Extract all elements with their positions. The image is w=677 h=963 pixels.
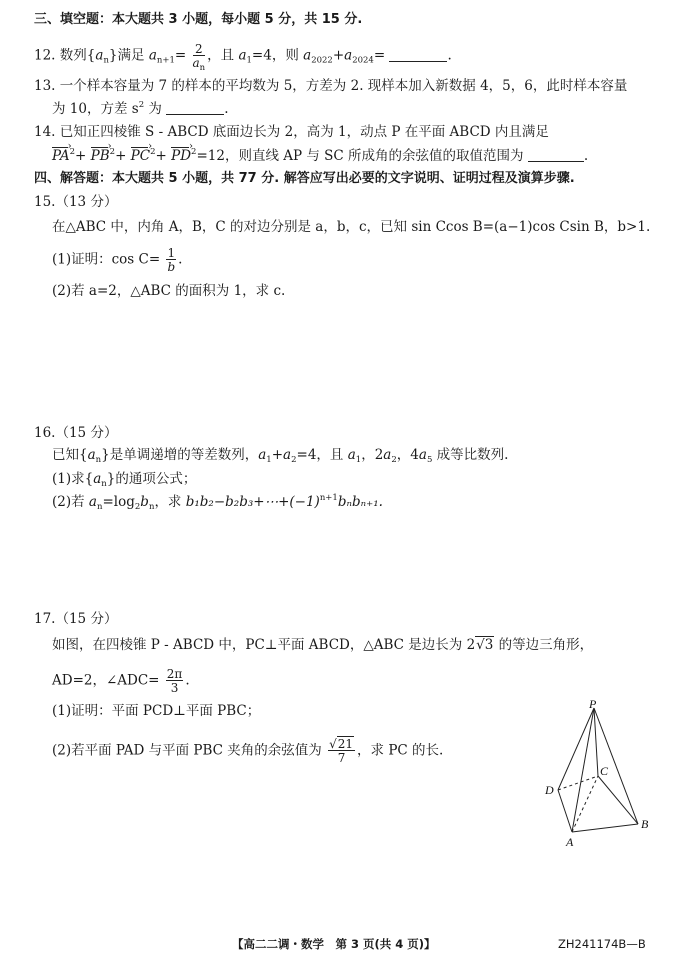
question-16-header: 16.（15 分） — [34, 425, 118, 441]
question-17-stem1: 如图，在四棱锥 P - ABCD 中，PC⊥平面 ABCD，△ABC 是边长为 2√3 的等边三角形， — [52, 637, 594, 653]
question-16-part2: (2)若 $a_n=\log_2b_n$，求 $b_1b_2-b_2b_3+\cdots+(-1)^{n+1}b_nb_{n+1}$. — [52, 493, 383, 512]
section4-heading: 四、解答题：本大题共 5 小题，共 77 分. 解答应写出必要的文字说明、证明过程及演算步骤. — [34, 171, 575, 186]
question-17-part1: (1)证明：平面 PCD⊥平面 PBC； — [52, 703, 261, 719]
question-17-header: 17.（15 分） — [34, 611, 118, 627]
edge-CB — [598, 776, 638, 824]
edge-AB — [572, 824, 638, 832]
footer-page-info: 【高二二调・数学 第 3 页(共 4 页)】 — [232, 937, 436, 951]
label-A: A — [566, 835, 574, 848]
pyramid-figure — [538, 698, 658, 848]
question-13-line2: 为 10，方差 $s^2$ 为 . — [52, 100, 229, 117]
question-15-stem: 在△ABC 中，内角 A，B，C 的对边分别是 a，b，c，已知 sin Ccos B=(a−1)cos Csin B，b>1. — [52, 219, 651, 235]
answer-blank — [528, 147, 584, 162]
question-16-stem: 已知$\{a_n\}$是单调递增的等差数列，$a_1+a_2=4$，且 $a_1$，$2a_2$，$4a_5$ 成等比数列. — [52, 447, 509, 465]
label-D: D — [545, 783, 554, 797]
answer-blank — [166, 100, 224, 115]
question-17-part2: (2)若平面 PAD 与平面 PBC 夹角的余弦值为 $\frac{√21}{7}$ ，求 PC 的长. — [52, 737, 444, 765]
edge-PA — [572, 708, 594, 832]
section3-heading: 三、填空题：本大题共 3 小题，每小题 5 分，共 15 分. — [34, 12, 363, 27]
question-12: 12. 数列$\{a_n\}$满足 $a_{n+1}=$ $\frac{2}{a_n}$ ，且 $a_1=4$，则 $a_{2022}+a_{2024}=$ . — [34, 42, 452, 73]
question-17-stem2: AD=2，∠ADC= $\frac{2\pi}{3}$ . — [52, 667, 190, 695]
label-P: P — [589, 698, 597, 711]
edge-PD — [558, 708, 594, 790]
edge-AC — [572, 776, 598, 832]
footer-code: ZH241174B—B — [558, 937, 646, 951]
question-14-line1: 14. 已知正四棱锥 S - ABCD 底面边长为 2，高为 1，动点 P 在平面 ABCD 内且满足 — [34, 124, 549, 140]
question-15-header: 15.（13 分） — [34, 194, 118, 210]
label-C: C — [600, 764, 609, 778]
q12-fraction: $\frac{2}{a_n}$ — [192, 42, 206, 73]
label-B: B — [641, 817, 649, 831]
question-15-part1: (1)证明：cos C= $\frac{1}{b}$ . — [52, 246, 183, 274]
question-15-part2: (2)若 a=2，△ABC 的面积为 1，求 c. — [52, 283, 286, 299]
answer-blank — [389, 47, 447, 62]
question-13-line1: 13. 一个样本容量为 7 的样本的平均数为 5，方差为 2. 现样本加入新数据 4，5，6，此时样本容量 — [34, 78, 628, 94]
edge-DA — [558, 790, 572, 832]
question-16-part1: (1)求$\{a_n\}$的通项公式； — [52, 471, 197, 489]
question-14-line2: PA ›$^2$+ PB ›$^2$+ PC ›$^2$+ PD ›$^2$=12，则直线 AP 与 SC 所成角的余弦值的取值范围为 . — [52, 147, 588, 165]
